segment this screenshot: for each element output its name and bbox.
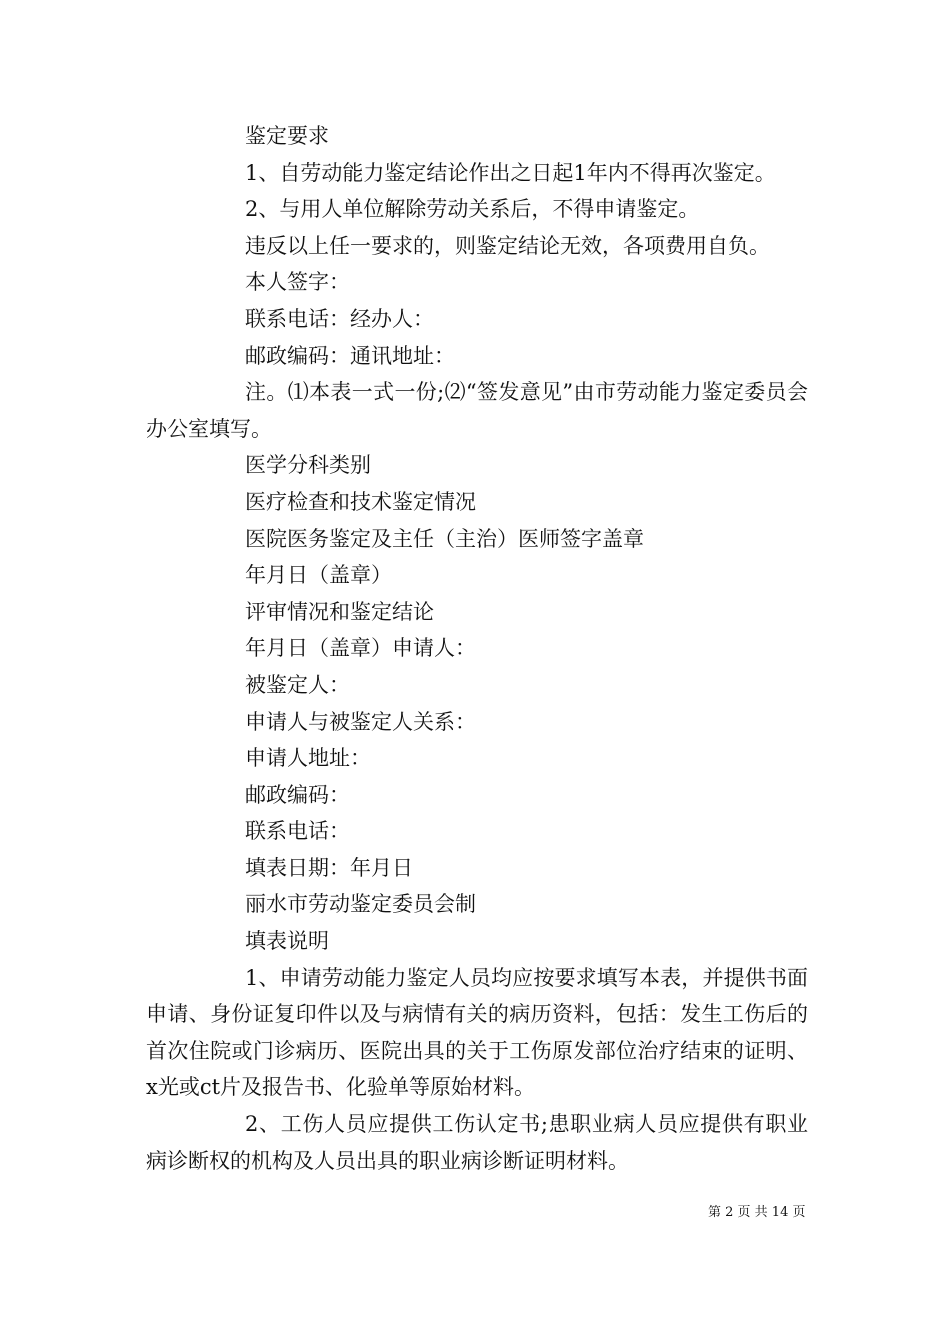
text-line: 违反以上任一要求的，则鉴定结论无效，各项费用自负。 [245, 233, 770, 258]
text-line: 本人签字： [245, 270, 350, 295]
text-line: 医学分科类别 [245, 453, 371, 478]
document-body [146, 118, 808, 1179]
text-line: 邮政编码：通讯地址： [245, 343, 455, 368]
text-line: 申请人与被鉴定人关系： [245, 709, 476, 734]
text-line: 评审情况和鉴定结论 [245, 599, 434, 624]
text-line: 申请人地址： [245, 746, 371, 771]
page-number-footer: 第 2 页 共 14 页 [708, 1205, 806, 1220]
text-line: 丽水市劳动鉴定委员会制 [245, 892, 476, 917]
text-line: 填表说明 [245, 929, 329, 954]
text-line: 1、自劳动能力鉴定结论作出之日起1年内不得再次鉴定。 [245, 160, 776, 185]
text-line: 联系电话： [245, 819, 350, 844]
text-line: 邮政编码： [245, 782, 350, 807]
text-line: 医疗检查和技术鉴定情况 [245, 489, 476, 514]
text-line: 被鉴定人： [245, 672, 350, 697]
note-paragraph: 注。⑴本表一式一份;⑵“签发意见”由市劳动能力鉴定委员会办公室填写。 [146, 380, 808, 441]
text-line: 联系电话：经办人： [245, 306, 434, 331]
text-line: 医院医务鉴定及主任（主治）医师签字盖章 [245, 526, 644, 551]
text-line: 年月日（盖章）申请人： [245, 636, 476, 661]
text-line: 鉴定要求 [245, 124, 329, 148]
text-line: 年月日（盖章） [245, 563, 392, 588]
instruction-paragraph-1: 1、申请劳动能力鉴定人员均应按要求填写本表，并提供书面申请、身份证复印件以及与病情有关的病历资料，包括：发生工伤后的首次住院或门诊病历、医院出具的关于工伤原发部位治疗结束的证明、x光或ct片及报告书、化验单等原始材料。 [146, 965, 808, 1100]
text-line: 填表日期：年月日 [245, 855, 413, 880]
text-line: 2、与用人单位解除劳动关系后，不得申请鉴定。 [245, 197, 700, 222]
instruction-paragraph-2: 2、工伤人员应提供工伤认定书;患职业病人员应提供有职业病诊断权的机构及人员出具的职业病诊断证明材料。 [146, 1112, 808, 1173]
